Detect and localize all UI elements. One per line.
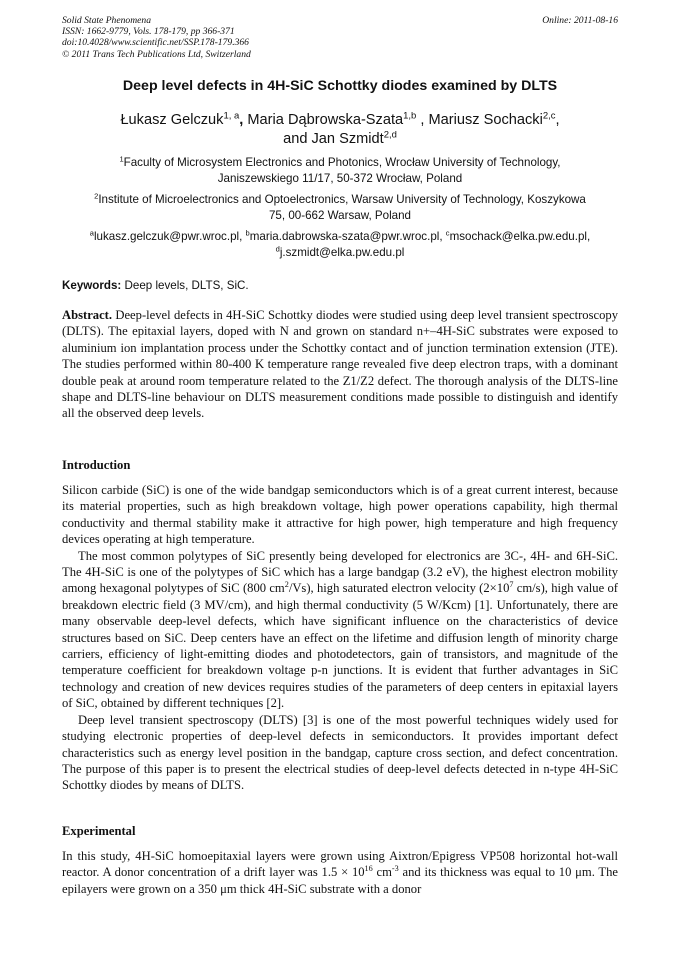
author-name: Maria Dąbrowska-Szata	[243, 112, 404, 128]
email-marker: a	[89, 228, 94, 238]
affiliation-text: Faculty of Microsystem Electronics and Photonics, Wrocław University of Technology,	[123, 156, 561, 169]
paragraph: Silicon carbide (SiC) is one of the wide bandgap semiconductors which is of a great current interest, because its material properties, such as high breakdown voltage, high power operations capability, high thermal conductivity and thermal stability make it attractive for high power, high temperature and high frequency devices operating at high temperature.	[62, 483, 618, 547]
author-affiliation-marker: 2,c	[542, 110, 556, 122]
abstract-label: Abstract.	[62, 308, 113, 322]
affiliation-number: 2	[94, 191, 99, 201]
email-marker: c	[445, 228, 450, 238]
paragraph: In this study, 4H-SiC homoepitaxial layers were grown using Aixtron/Epigress VP508 horizontal hot-wall reactor. A donor concentration of a drift layer was $1.5 \times 10^{16}$ $cm^{-3}$ and its thickness was equal to 10 μm. The epilayers were grown on a 350 μm thick 4H-SiC substrate with a donor	[62, 849, 618, 896]
email-link[interactable]: maria.dabrowska-szata@pwr.wroc.pl,	[249, 230, 446, 243]
doi-line: doi:10.4028/www.scientific.net/SSP.178-179.366	[62, 37, 249, 49]
affiliation-address: Janiszewskiego 11/17, 50-372 Wrocław, Poland	[217, 172, 463, 185]
author-separator: ,	[416, 112, 425, 128]
experimental-body	[62, 848, 618, 897]
copyright-line: © 2011 Trans Tech Publications Ltd, Switzerland	[62, 48, 251, 60]
author-affiliation-marker: 1,b	[403, 110, 417, 122]
author-name: and Jan Szmidt	[283, 131, 384, 147]
paper-title: Deep level defects in 4H-SiC Schottky diodes examined by DLTS	[122, 78, 558, 94]
paragraph: The most common polytypes of SiC presently being developed for electronics are 3C-, 4H- and 6H-SiC. The 4H-SiC is one of the polytypes of SiC which has a large bandgap (3.2 eV), the highest electron mobility among hexagonal polytypes of SiC (800 $cm^2/Vs$), high saturated electron velocity ($2\times 10^7$ cm/s), high value of breakdown electric field (3 MV/cm), and high thermal conductivity (5 W/Kcm) [1]. Unfortunately, there are many observable deep-level defects, which have significant influence on the characteristics of device structures based on SiC. Deep centers have an effect on the lifetime and diffusion length of minority charge carriers, efficiency of light-emitting diodes and photodetectors, gain of transistors, and magnitude of the temperature coefficient for breakdown voltage p-n junctions. It is evident that further advantages in SiC technology and creation of new devices requires studies of the parameters of deep centers in epitaxial layers of SiC, obtained by different techniques [2].	[62, 548, 618, 711]
author-separator: ,	[239, 112, 244, 128]
affiliation-text: Institute of Microelectronics and Optoelectronics, Warsaw University of Technology, Koszykowa	[98, 193, 586, 206]
author-name: Łukasz Gelczuk	[120, 112, 224, 128]
keywords-text: Deep levels, DLTS, SiC.	[121, 279, 249, 292]
abstract	[62, 307, 618, 422]
author-name: Mariusz Sochacki	[424, 112, 543, 128]
email-link[interactable]: j.szmidt@elka.pw.edu.pl	[279, 246, 405, 259]
affiliation-address: 75, 00-662 Warsaw, Poland	[268, 209, 411, 222]
online-date: Online: 2011-08-16	[542, 15, 618, 26]
email-link[interactable]: msochack@elka.pw.edu.pl,	[449, 230, 591, 243]
paragraph: Deep level transient spectroscopy (DLTS) [3] is one of the most powerful techniques widely used for studying electronic properties of deep-level defects in semiconductors. It provides important defect characteristics such as energy level position in the bandgap, capture cross section, and defect concentration. The purpose of this paper is to present the electrical studies of deep-level defects detected in n-type 4H-SiC Schottky diodes by means of DLTS.	[62, 712, 618, 793]
issn-line: ISSN: 1662-9779, Vols. 178-179, pp 366-371	[62, 26, 235, 38]
author-affiliation-marker: 2,d	[383, 129, 397, 141]
experimental-heading: Experimental	[62, 824, 136, 838]
author-affiliation-marker: 1, a	[223, 110, 240, 122]
journal-name: Solid State Phenomena	[62, 15, 151, 26]
author-emails	[62, 229, 618, 261]
keywords-label: Keywords:	[62, 279, 122, 292]
email-marker: b	[245, 228, 250, 238]
introduction-heading: Introduction	[62, 458, 131, 472]
email-marker: d	[275, 244, 280, 254]
author-separator: ,	[555, 112, 560, 128]
keywords	[62, 279, 618, 292]
email-link[interactable]: lukasz.gelczuk@pwr.wroc.pl,	[93, 230, 246, 243]
introduction-body	[62, 482, 618, 794]
abstract-text: Deep-level defects in 4H-SiC Schottky diodes were studied using deep level transient spectroscopy (DLTS). The epitaxial layers, doped with N and grown on standard n+–4H-SiC substrates were exposed to aluminium ion implantation process under the Schottky contact and of junction termination extension (JTE). The studies performed within 80-400 K temperature range revealed five deep electron traps, with a dominant double peak at around room temperature related to the Z1/Z2 defect. The thorough analysis of the DLTS-line shape and DLTS-line behaviour on DLTS measurement conditions made possible to distinguish and identify all the observed deep levels.	[62, 308, 618, 421]
affiliation-number: 1	[119, 154, 124, 164]
author-list	[62, 111, 618, 149]
journal-header	[62, 15, 618, 60]
affiliation-2	[62, 192, 618, 224]
affiliation-1	[62, 155, 618, 187]
